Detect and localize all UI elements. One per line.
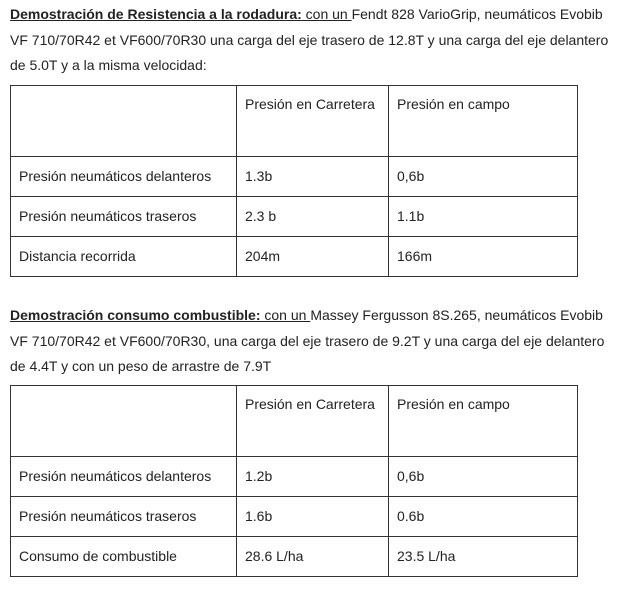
- row-label: Presión neumáticos delanteros: [11, 457, 237, 497]
- row-label: Presión neumáticos traseros: [11, 197, 237, 237]
- cell-field-value: 0,6b: [389, 157, 578, 197]
- header-cell-field-pressure: Presión en campo: [389, 86, 578, 157]
- row-label: Distancia recorrida: [11, 237, 237, 277]
- cell-road-value: 1.3b: [237, 157, 389, 197]
- header-cell-empty: [11, 386, 237, 457]
- rolling-resistance-table: [10, 85, 578, 277]
- section2-text: Massey Fergusson 8S.265, neumáticos Evobib VF 710/70R42 et VF600/70R30, una carga del eje trasero de 9.2T y una carga del eje delantero de 4.4T y con un peso de arrastre de 7.9T: [10, 307, 605, 374]
- cell-road-value: 204m: [237, 237, 389, 277]
- table-row: [11, 457, 578, 497]
- section-rolling-resistance: [10, 2, 620, 264]
- table-header-row: [11, 386, 578, 457]
- cell-field-value: 1.1b: [389, 197, 578, 237]
- table-row: [11, 157, 578, 197]
- section2-heading: Demostración consumo combustible:: [10, 307, 261, 323]
- fuel-consumption-table: [10, 385, 578, 577]
- cell-road-value: 28.6 L/ha: [237, 537, 389, 577]
- section2-paragraph: [10, 303, 620, 380]
- table-header-row: [11, 86, 578, 157]
- cell-road-value: 1.6b: [237, 497, 389, 537]
- cell-road-value: 1.2b: [237, 457, 389, 497]
- header-cell-road-pressure: Presión en Carretera: [237, 86, 389, 157]
- cell-road-value: 2.3 b: [237, 197, 389, 237]
- table-row: [11, 237, 578, 277]
- row-label: Consumo de combustible: [11, 537, 237, 577]
- section1-link[interactable]: con un: [301, 6, 352, 22]
- cell-field-value: 0,6b: [389, 457, 578, 497]
- header-cell-field-pressure: Presión en campo: [389, 386, 578, 457]
- header-cell-empty: [11, 86, 237, 157]
- section1-heading: Demostración de Resistencia a la rodadura:: [10, 6, 302, 22]
- section1-text: Fendt 828 VarioGrip, neumáticos Evobib VF 710/70R42 et VF600/70R30 una carga del eje trasero de 12.8T y una carga del eje delantero de 5.0T y a la misma velocidad:: [10, 6, 609, 73]
- row-label: Presión neumáticos traseros: [11, 497, 237, 537]
- table-row: [11, 497, 578, 537]
- section2-link[interactable]: con un: [260, 307, 311, 323]
- table-row: [11, 537, 578, 577]
- cell-field-value: 23.5 L/ha: [389, 537, 578, 577]
- header-cell-road-pressure: Presión en Carretera: [237, 386, 389, 457]
- cell-field-value: 0.6b: [389, 497, 578, 537]
- table-row: [11, 197, 578, 237]
- cell-field-value: 166m: [389, 237, 578, 277]
- section-fuel-consumption: [10, 303, 620, 564]
- section1-paragraph: [10, 2, 620, 79]
- row-label: Presión neumáticos delanteros: [11, 157, 237, 197]
